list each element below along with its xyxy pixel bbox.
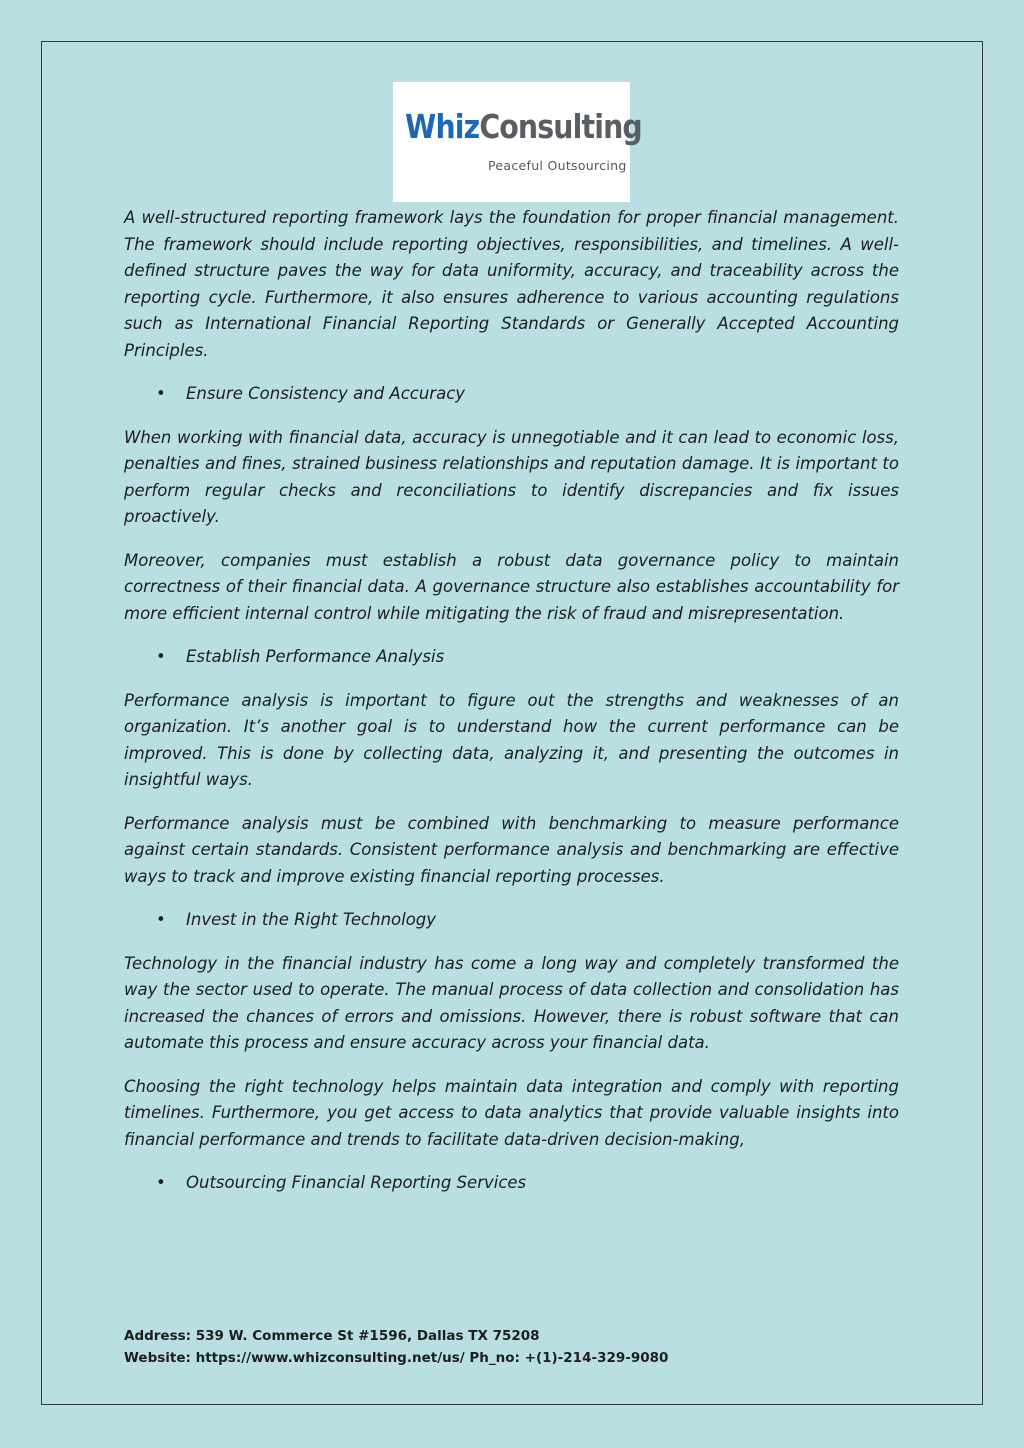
document-body: [124, 205, 899, 1214]
footer-address: Address: 539 W. Commerce St #1596, Dallas TX 75208: [124, 1328, 540, 1344]
paragraph-benchmarking: Performance analysis must be combined with benchmarking to measure performance against certain standards. Consistent performance analysis and benchmarking are effective ways to track and improve existing financial reporting processes.: [124, 813, 899, 886]
bullet-item: [124, 644, 899, 671]
bullet-heading: Establish Performance Analysis: [186, 647, 445, 666]
logo-wordmark: [405, 107, 642, 146]
paragraph-framework: A well-structured reporting framework lays the foundation for proper financial management. The framework should include reporting objectives, responsibilities, and timelines. A well-defined structure paves the way for data uniformity, accuracy, and traceability across the reporting cycle. Furthermore, it also ensures adherence to various accounting regulations such as International Financial Reporting Standards or Generally Accepted Accounting Principles.: [124, 208, 899, 360]
bullet-item: [124, 381, 899, 408]
bullet-item: [124, 907, 899, 934]
bullet-heading: Outsourcing Financial Reporting Services: [186, 1173, 527, 1192]
bullet-dot-icon: •: [156, 910, 166, 929]
paragraph-governance: Moreover, companies must establish a robust data governance policy to maintain correctness of their financial data. A governance structure also establishes accountability for more efficient internal control while mitigating the risk of fraud and misrepresentation.: [124, 550, 899, 623]
bullet-heading: Ensure Consistency and Accuracy: [186, 384, 466, 403]
bullet-item: [124, 1170, 899, 1197]
bullet-dot-icon: •: [156, 647, 166, 666]
paragraph-performance: Performance analysis is important to figure out the strengths and weaknesses of an organization. It’s another goal is to understand how the current performance can be improved. This is done by collecting data, analyzing it, and presenting the outcomes in insightful ways.: [124, 690, 899, 789]
bullet-dot-icon: •: [156, 1173, 166, 1192]
footer-website: Website: https://www.whizconsulting.net/us/ Ph_no: +(1)-214-329-9080: [124, 1350, 669, 1366]
bullet-dot-icon: •: [156, 384, 166, 403]
company-logo: [393, 82, 642, 202]
logo-tagline: Peaceful Outsourcing: [488, 158, 627, 173]
paragraph-accuracy: When working with financial data, accuracy is unnegotiable and it can lead to economic loss, penalties and fines, strained business relationships and reputation damage. It is important to perform regular checks and reconciliations to identify discrepancies and fix issues proactively.: [124, 427, 899, 526]
logo-consulting: Consulting: [479, 107, 642, 146]
bullet-heading: Invest in the Right Technology: [186, 910, 437, 929]
logo-whiz: Whiz: [405, 107, 480, 146]
footer-contact: [124, 1325, 668, 1369]
paragraph-choosing-technology: Choosing the right technology helps maintain data integration and comply with reporting timelines. Furthermore, you get access to data analytics that provide valuable insights into financial performance and trends to facilitate data-driven decision-making,: [124, 1076, 899, 1149]
paragraph-technology: Technology in the financial industry has come a long way and completely transformed the way the sector used to operate. The manual process of data collection and consolidation has increased the chances of errors and omissions. However, there is robust software that can automate this process and ensure accuracy across your financial data.: [124, 953, 899, 1052]
